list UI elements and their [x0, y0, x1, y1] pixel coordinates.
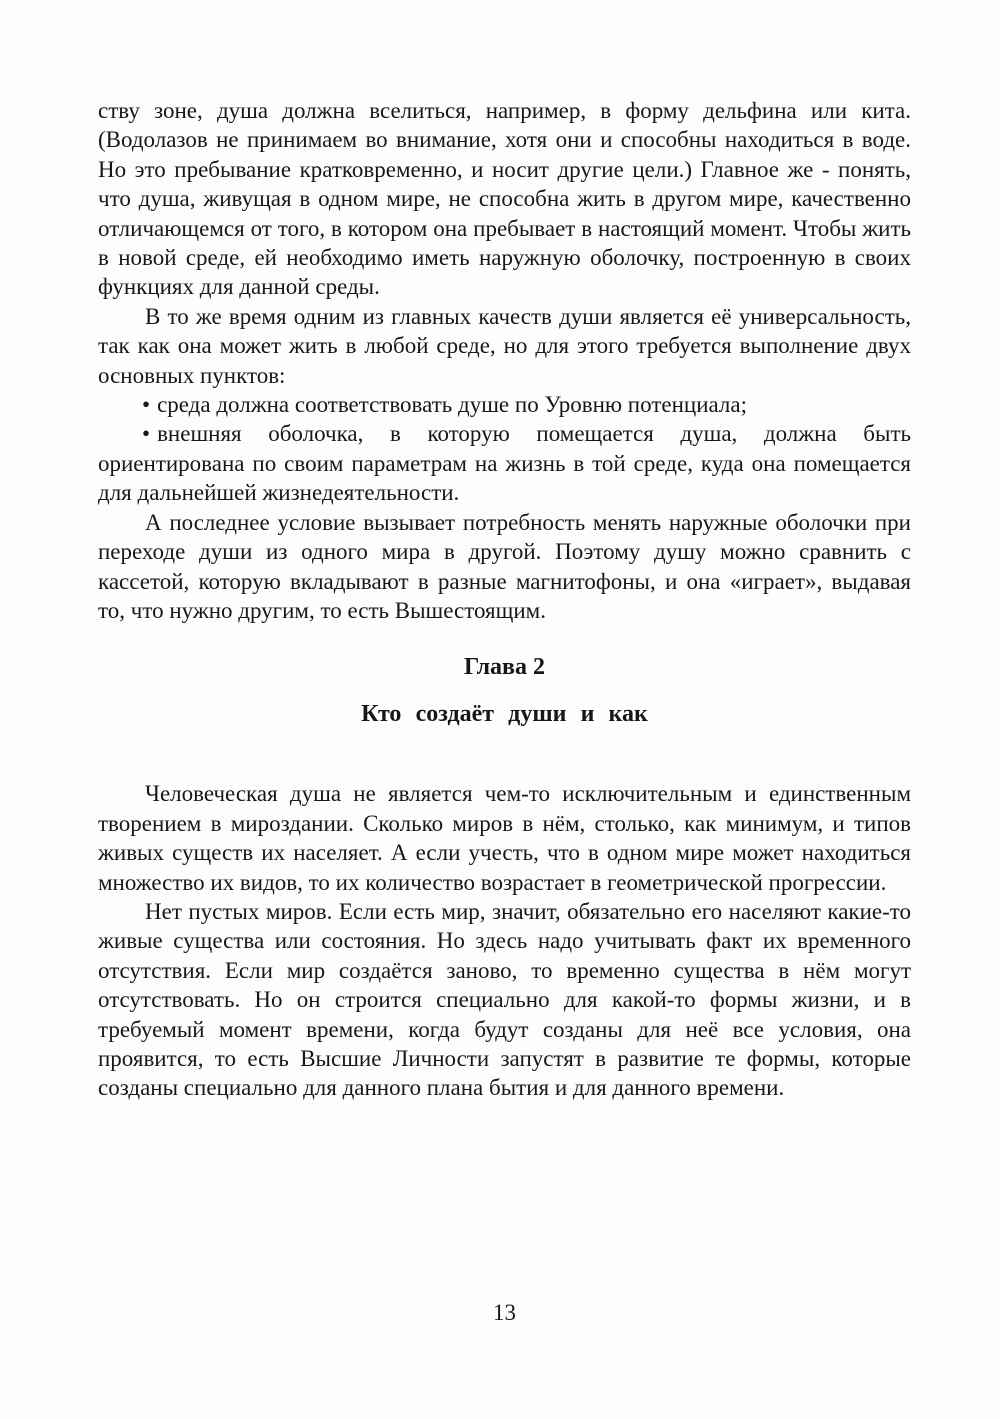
bullet-list — [98, 390, 911, 508]
paragraph: А последнее условие вызывает потребность менять наружные оболочки при переходе души из одного мира в другой. Поэтому душу можно сравнить с кассетой, которую вкладывают в разные магнитофоны, и она «играет», выдавая то, что нужно другим, то есть Вышестоящим. — [98, 509, 911, 623]
paragraph: В то же время одним из главных качеств души является её универсальность, так как она может жить в любой среде, но для этого требуется выполнение двух основных пунктов: — [98, 303, 911, 388]
bullet-item-text: внешняя оболочка, в которую помещается душа, должна быть ориентирована по своим параметрам на жизнь в той среде, куда она помещается для дальнейшей жизнедеятельности. — [98, 421, 911, 506]
page-number: 13 — [493, 1300, 516, 1325]
bullet-icon: • — [142, 421, 151, 447]
chapter-title: Кто создаёт души и как — [361, 701, 648, 728]
bullet-item — [98, 419, 911, 507]
chapter-heading: Глава 2 — [464, 654, 545, 681]
paragraph: Нет пустых миров. Если есть мир, значит, обязательно его населяют какие-то живые существа или состояния. Но здесь надо учитывать факт их временного отсутствия. Если мир создаётся заново, то временно существа в нём могут отсутствовать. Но он строится специально для какой-то формы жизни, и в требуемый момент времени, когда будут созданы для неё все условия, она проявится, то есть Высшие Личности запустят в развитие те формы, которые созданы специально для данного плана бытия и для данного времени. — [98, 898, 911, 1101]
bullet-item-text: среда должна соответствовать душе по Уровню потенциала; — [157, 392, 747, 418]
bullet-item — [98, 390, 911, 419]
paragraph-continuation: ству зоне, душа должна вселиться, например, в форму дельфина или кита. (Водолазов не принимаем во внимание, хотя они и способны находиться в воде. Но это пребывание кратковременно, и носит другие цели.) Главное же - понять, что душа, живущая в одном мире, не способна жить в другом мире, качественно отличающемся от того, в котором она пребывает в настоящий момент. Чтобы жить в новой среде, ей необходимо иметь наружную оболочку, построенную в своих функциях для данной среды. — [98, 98, 911, 300]
page-text — [98, 96, 911, 1103]
bullet-icon: • — [142, 392, 151, 418]
paragraph: Человеческая душа не является чем-то исключительным и единственным творением в мироздании. Сколько миров в нём, столько, как минимум, и типов живых существ их населяет. А если учесть, что в одном мире может находиться множество их видов, то их количество возрастает в геометрической прогрессии. — [98, 781, 911, 895]
